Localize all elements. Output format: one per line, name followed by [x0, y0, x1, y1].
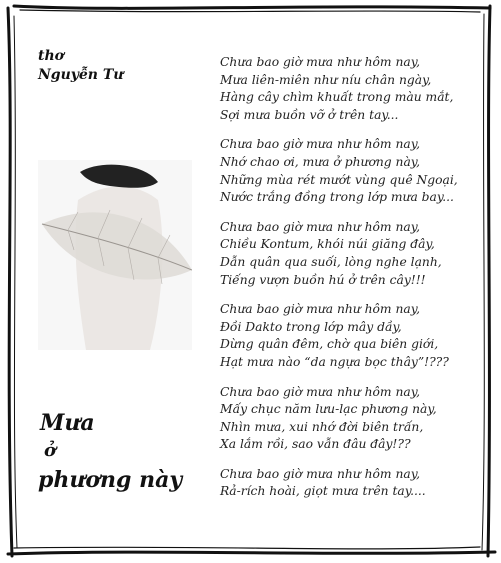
- stanza: [220, 384, 480, 454]
- poem-line: Mấy chục năm lưu-lạc phương này,: [220, 402, 437, 417]
- stanza: [220, 301, 480, 371]
- title-line-3: phương này: [38, 467, 183, 493]
- poem-line: Chưa bao giờ mưa như hôm nay,: [220, 466, 420, 481]
- author-name: Nguyễn Tư: [38, 67, 124, 83]
- poem-line: Xa lắm rồi, sao vẫn đâu đây!??: [220, 437, 411, 452]
- poem-title: [38, 410, 182, 494]
- poem-line: Dẫn quân qua suối, lòng nghe lạnh,: [220, 254, 442, 269]
- genre-label: thơ: [38, 48, 64, 64]
- poem-line: Chưa bao giờ mưa như hôm nay,: [220, 219, 420, 234]
- poem-line: Chưa bao giờ mưa như hôm nay,: [220, 302, 420, 317]
- poem-line: Chưa bao giờ mưa như hôm nay,: [220, 55, 420, 69]
- poem-line: Chiều Kontum, khói núi giăng đây,: [220, 237, 435, 252]
- poem-line: Mưa liên-miên như níu chân ngày,: [220, 72, 432, 87]
- poem-line: Rả-rích hoài, giọt mưa trên tay....: [220, 484, 426, 499]
- poem-line: Nhìn mưa, xui nhớ đời biên trấn,: [220, 419, 424, 434]
- poem-line: Chưa bao giờ mưa như hôm nay,: [220, 384, 420, 399]
- woman-with-leaf-photo: [38, 160, 192, 350]
- stanza: [220, 219, 480, 289]
- poem-line: Chưa bao giờ mưa như hôm nay,: [220, 137, 420, 152]
- poem-line: Những mùa rét mướt vùng quê Ngoại,: [220, 172, 458, 187]
- poem-line: Tiếng vượn buồn hú ở trên cây!!!: [220, 272, 426, 287]
- stanza: [220, 466, 480, 501]
- poem-line: Dừng quân đêm, chờ qua biên giới,: [220, 337, 439, 352]
- poem-line: Đồi Dakto trong lớp mây dầy,: [220, 319, 402, 334]
- poem-line: Hạt mưa nào “da ngựa bọc thây”!???: [220, 354, 449, 369]
- poem-line: Sợi mưa buồn vỡ ở trên tay...: [220, 107, 399, 122]
- poem-body: [220, 54, 480, 513]
- poem-line: Nhớ chao ơi, mưa ở phương này,: [220, 154, 421, 169]
- stanza: [220, 54, 480, 124]
- stanza: [220, 136, 480, 206]
- poem-line: Nước trắng đồng trong lớp mưa bay...: [220, 190, 454, 205]
- author-block: [38, 48, 123, 84]
- title-line-2: ở: [44, 440, 57, 461]
- poem-line: Hàng cây chìm khuất trong màu mắt,: [220, 90, 454, 105]
- title-line-1: Mưa: [40, 410, 95, 436]
